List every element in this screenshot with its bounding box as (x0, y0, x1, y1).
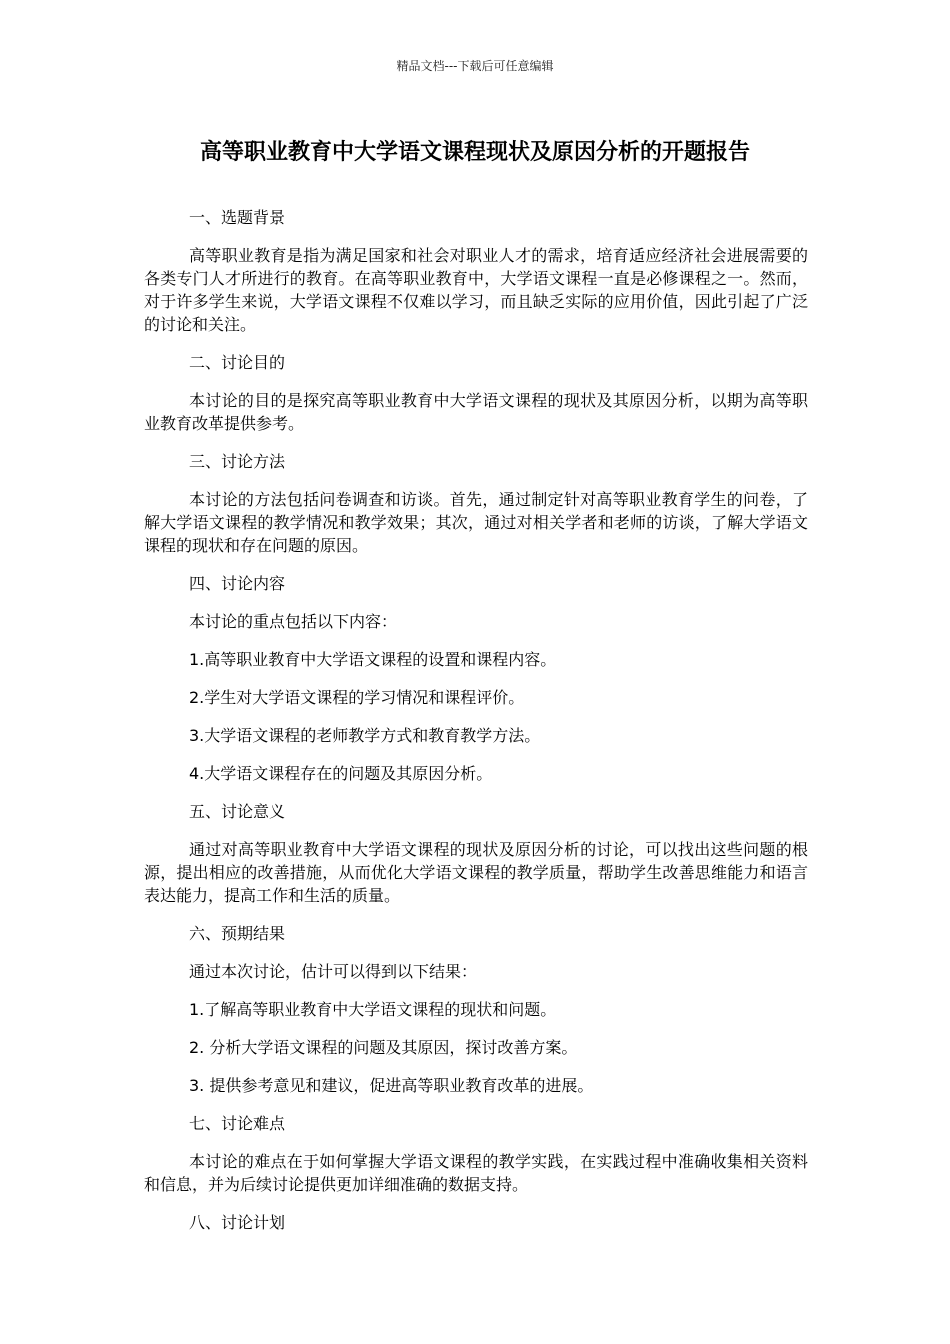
section-heading-purpose: 二、讨论目的 (189, 353, 286, 372)
section-paragraph-purpose: 本讨论的目的是探究高等职业教育中大学语文课程的现状及其原因分析，以期为高等职业教育改革提供参考。 (144, 391, 808, 433)
list-item: 2.学生对大学语文课程的学习情况和课程评价。 (189, 688, 525, 707)
section-heading-content: 四、讨论内容 (189, 574, 286, 593)
list-item: 2. 分析大学语文课程的问题及其原因，探讨改善方案。 (189, 1038, 578, 1057)
section-heading-background: 一、选题背景 (189, 208, 286, 227)
section-heading-significance: 五、讨论意义 (189, 802, 286, 821)
section-paragraph-difficulties: 本讨论的难点在于如何掌握大学语文课程的教学实践，在实践过程中准确收集相关资料和信息，并为后续讨论提供更加详细准确的数据支持。 (144, 1152, 808, 1194)
list-item: 1.高等职业教育中大学语文课程的设置和课程内容。 (189, 650, 557, 669)
section-heading-expected-results: 六、预期结果 (189, 924, 286, 943)
section-paragraph-significance: 通过对高等职业教育中大学语文课程的现状及原因分析的讨论，可以找出这些问题的根源，提出相应的改善措施，从而优化大学语文课程的教学质量，帮助学生改善思维能力和语言表达能力，提高工作和生活的质量。 (144, 840, 808, 905)
list-item: 3.大学语文课程的老师教学方式和教育教学方法。 (189, 726, 541, 745)
list-item: 4.大学语文课程存在的问题及其原因分析。 (189, 764, 493, 783)
section-paragraph-background: 高等职业教育是指为满足国家和社会对职业人才的需求，培育适应经济社会进展需要的各类专门人才所进行的教育。在高等职业教育中，大学语文课程一直是必修课程之一。然而，对于许多学生来说，大学语文课程不仅难以学习，而且缺乏实际的应用价值，因此引起了广泛的讨论和关注。 (144, 246, 808, 334)
section-heading-plan: 八、讨论计划 (189, 1213, 286, 1232)
section-heading-difficulties: 七、讨论难点 (189, 1114, 286, 1133)
section-intro-content: 本讨论的重点包括以下内容： (189, 612, 398, 631)
section-paragraph-method: 本讨论的方法包括问卷调查和访谈。首先，通过制定针对高等职业教育学生的问卷，了解大学语文课程的教学情况和教学效果；其次，通过对相关学者和老师的访谈，了解大学语文课程的现状和存在问题的原因。 (144, 490, 808, 555)
list-item: 3. 提供参考意见和建议，促进高等职业教育改革的进展。 (189, 1076, 594, 1095)
list-item: 1.了解高等职业教育中大学语文课程的现状和问题。 (189, 1000, 557, 1019)
header-note: 精品文档---下载后可任意编辑 (396, 59, 554, 73)
section-heading-method: 三、讨论方法 (189, 452, 286, 471)
section-intro-expected-results: 通过本次讨论，估计可以得到以下结果： (189, 962, 478, 981)
document-title: 高等职业教育中大学语文课程现状及原因分析的开题报告 (199, 140, 750, 165)
document-body (144, 206, 808, 1249)
